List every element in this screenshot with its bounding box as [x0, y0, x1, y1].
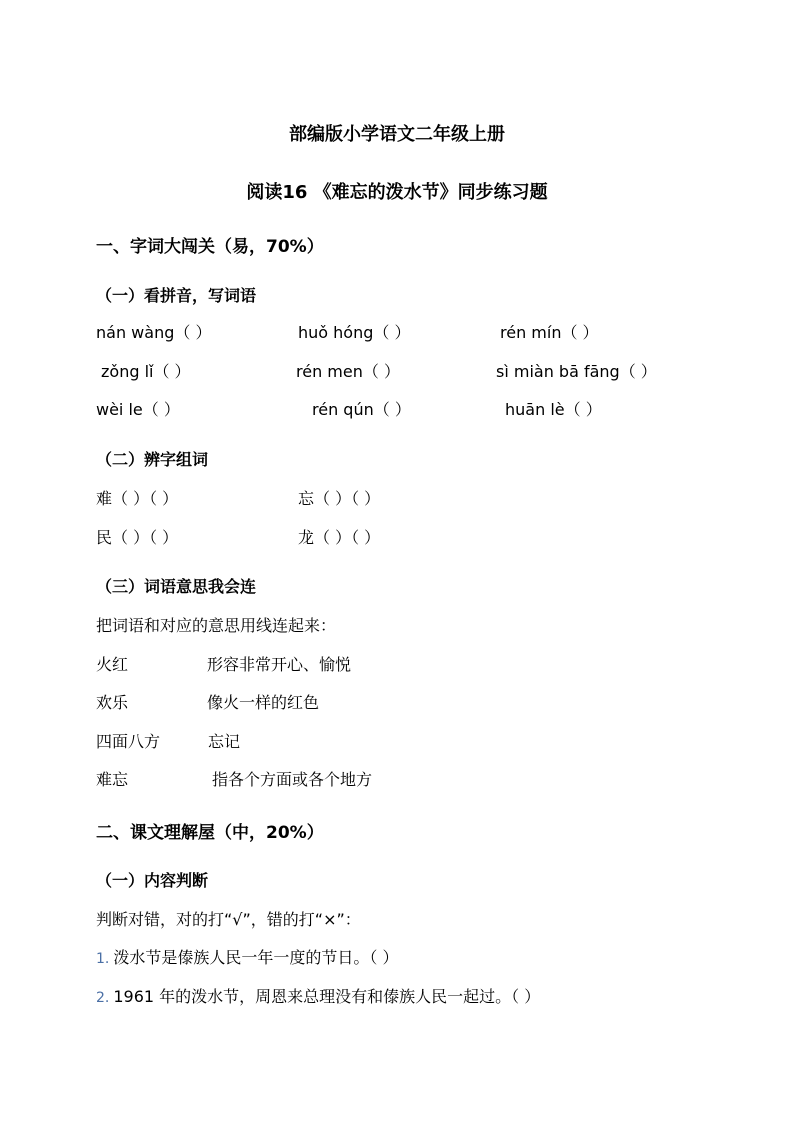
pinyin-item: huān lè（ ） — [505, 400, 602, 419]
pinyin-item: nán wàng（ ） — [96, 323, 212, 342]
judge-item — [96, 984, 540, 1007]
match-meaning: 形容非常开心、愉悦 — [207, 655, 352, 674]
judge-item — [96, 945, 398, 968]
char-item: 龙（ ）（ ） — [298, 528, 381, 547]
item-text: 1961 年的泼水节，周恩来总理没有和傣族人民一起过。（ ） — [113, 987, 541, 1006]
char-item: 难（ ）（ ） — [96, 489, 179, 508]
pinyin-item: wèi le（ ） — [96, 400, 180, 419]
part3-heading: （三）词语意思我会连 — [96, 577, 257, 596]
match-word: 四面八方 — [96, 732, 161, 751]
item-text: 泼水节是傣族人民一年一度的节日。（ ） — [113, 948, 399, 967]
part3-instruction: 把词语和对应的意思用线连起来： — [96, 616, 337, 635]
match-meaning: 像火一样的红色 — [207, 693, 320, 712]
document-title: 部编版小学语文二年级上册 — [289, 124, 505, 145]
pinyin-item: sì miàn bā fāng（ ） — [496, 362, 657, 381]
char-item: 民（ ）（ ） — [96, 528, 179, 547]
match-word: 欢乐 — [96, 693, 129, 712]
section2-instruction: 判断对错，对的打“√”，错的打“×”： — [96, 910, 361, 929]
match-meaning: 忘记 — [208, 732, 241, 751]
section2-heading: 二、课文理解屋（中，20%） — [96, 823, 324, 843]
match-word: 火红 — [96, 655, 129, 674]
pinyin-item: huǒ hóng（ ） — [298, 323, 411, 342]
section1-heading: 一、字词大闯关（易，70%） — [96, 237, 324, 257]
pinyin-item: rén men（ ） — [296, 362, 400, 381]
match-meaning: 指各个方面或各个地方 — [212, 770, 373, 789]
item-number: 2. — [96, 990, 110, 1006]
section2-part1-heading: （一）内容判断 — [96, 871, 209, 890]
part2-heading: （二）辨字组词 — [96, 450, 209, 469]
pinyin-item: zǒng lǐ（ ） — [101, 362, 191, 381]
item-number: 1. — [96, 951, 110, 967]
document-subtitle: 阅读16 《难忘的泼水节》同步练习题 — [246, 182, 548, 203]
pinyin-item: rén mín（ ） — [500, 323, 599, 342]
pinyin-item: rén qún（ ） — [312, 400, 411, 419]
match-word: 难忘 — [96, 770, 129, 789]
part1-heading: （一）看拼音，写词语 — [96, 286, 257, 305]
char-item: 忘（ ）（ ） — [298, 489, 381, 508]
